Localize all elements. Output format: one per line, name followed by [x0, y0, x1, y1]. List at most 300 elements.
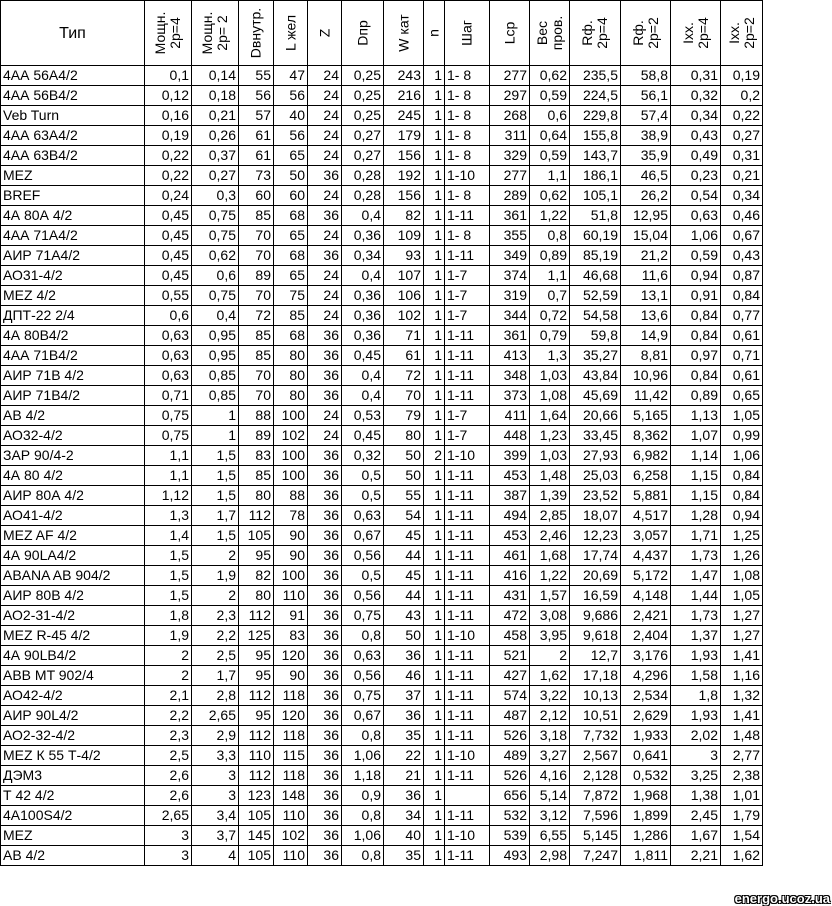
cell-parallel: 1 — [424, 546, 445, 566]
header-wire-diameter — [342, 1, 384, 66]
cell-no-load-current-2p4: 1,14 — [671, 446, 721, 466]
cell-type: 4А 80А 4/2 — [1, 206, 145, 226]
cell-power-2p4: 2,6 — [145, 786, 192, 806]
cell-resistance-2p4: 45,69 — [570, 386, 621, 406]
cell-no-load-current-2p4: 0,89 — [671, 386, 721, 406]
table-row — [1, 406, 763, 426]
cell-no-load-current-2p2: 1,79 — [721, 806, 763, 826]
cell-power-2p4: 0,19 — [145, 126, 192, 146]
cell-resistance-2p4: 224,5 — [570, 86, 621, 106]
cell-mean-length: 361 — [490, 326, 530, 346]
cell-resistance-2p2: 57,4 — [621, 106, 671, 126]
cell-power-2p2: 3,7 — [192, 826, 239, 846]
cell-parallel: 1 — [424, 386, 445, 406]
cell-wire-weight: 2,98 — [530, 846, 570, 866]
cell-power-2p2: 0,75 — [192, 286, 239, 306]
cell-wire-diameter: 0,4 — [342, 366, 384, 386]
cell-slots: 36 — [308, 326, 342, 346]
cell-parallel: 1 — [424, 746, 445, 766]
cell-inner-diameter: 57 — [239, 106, 274, 126]
cell-type: АВ 4/2 — [1, 846, 145, 866]
cell-core-length: 60 — [274, 186, 308, 206]
cell-mean-length: 277 — [490, 66, 530, 86]
cell-slots: 36 — [308, 786, 342, 806]
cell-no-load-current-2p2: 1,05 — [721, 406, 763, 426]
cell-resistance-2p4: 18,07 — [570, 506, 621, 526]
cell-type: MEZ AF 4/2 — [1, 526, 145, 546]
cell-power-2p2: 1,5 — [192, 446, 239, 466]
cell-resistance-2p4: 229,8 — [570, 106, 621, 126]
header-label: n — [425, 29, 442, 37]
cell-no-load-current-2p4: 1,93 — [671, 706, 721, 726]
cell-resistance-2p4: 7,247 — [570, 846, 621, 866]
cell-no-load-current-2p2: 2,38 — [721, 766, 763, 786]
cell-resistance-2p2: 11,42 — [621, 386, 671, 406]
cell-power-2p2: 2 — [192, 586, 239, 606]
table-row — [1, 466, 763, 486]
cell-inner-diameter: 125 — [239, 626, 274, 646]
cell-mean-length: 289 — [490, 186, 530, 206]
cell-pitch: 1-7 — [445, 286, 490, 306]
cell-no-load-current-2p4: 0,32 — [671, 86, 721, 106]
cell-power-2p2: 2,5 — [192, 646, 239, 666]
cell-slots: 36 — [308, 846, 342, 866]
cell-resistance-2p2: 14,9 — [621, 326, 671, 346]
cell-inner-diameter: 112 — [239, 766, 274, 786]
cell-turns: 70 — [384, 386, 424, 406]
cell-turns: 156 — [384, 146, 424, 166]
cell-no-load-current-2p2: 2,77 — [721, 746, 763, 766]
cell-resistance-2p4: 20,69 — [570, 566, 621, 586]
header-power-2p2 — [192, 1, 239, 66]
cell-turns: 22 — [384, 746, 424, 766]
cell-type: MEZ К 55 Т-4/2 — [1, 746, 145, 766]
table-row — [1, 706, 763, 726]
cell-resistance-2p4: 7,596 — [570, 806, 621, 826]
cell-resistance-2p4: 2,128 — [570, 766, 621, 786]
table-row — [1, 546, 763, 566]
cell-power-2p4: 1,9 — [145, 626, 192, 646]
cell-resistance-2p2: 2,404 — [621, 626, 671, 646]
cell-wire-diameter: 0,32 — [342, 446, 384, 466]
cell-inner-diameter: 110 — [239, 746, 274, 766]
cell-wire-diameter: 0,56 — [342, 666, 384, 686]
cell-resistance-2p2: 3,057 — [621, 526, 671, 546]
cell-power-2p4: 2 — [145, 666, 192, 686]
table-row — [1, 146, 763, 166]
cell-resistance-2p2: 58,8 — [621, 66, 671, 86]
cell-power-2p2: 3 — [192, 766, 239, 786]
cell-wire-weight: 3,27 — [530, 746, 570, 766]
cell-no-load-current-2p2: 0,46 — [721, 206, 763, 226]
cell-power-2p4: 0,6 — [145, 306, 192, 326]
cell-parallel: 1 — [424, 266, 445, 286]
cell-wire-diameter: 0,4 — [342, 386, 384, 406]
cell-power-2p2: 0,14 — [192, 66, 239, 86]
cell-slots: 36 — [308, 346, 342, 366]
cell-slots: 24 — [308, 286, 342, 306]
table-row — [1, 566, 763, 586]
cell-turns: 179 — [384, 126, 424, 146]
header-wire-weight — [530, 1, 570, 66]
header-label: Rф. 2р=2 — [629, 17, 661, 49]
cell-mean-length: 411 — [490, 406, 530, 426]
cell-no-load-current-2p2: 0,61 — [721, 326, 763, 346]
cell-no-load-current-2p2: 0,71 — [721, 346, 763, 366]
cell-mean-length: 574 — [490, 686, 530, 706]
cell-inner-diameter: 105 — [239, 806, 274, 826]
header-power-2p4 — [145, 1, 192, 66]
cell-resistance-2p2: 6,258 — [621, 466, 671, 486]
cell-no-load-current-2p2: 0,22 — [721, 106, 763, 126]
cell-turns: 79 — [384, 406, 424, 426]
cell-pitch: 1-7 — [445, 306, 490, 326]
cell-no-load-current-2p2: 1,62 — [721, 846, 763, 866]
table-row — [1, 86, 763, 106]
cell-wire-weight: 5,14 — [530, 786, 570, 806]
cell-parallel: 1 — [424, 846, 445, 866]
cell-no-load-current-2p2: 0,84 — [721, 486, 763, 506]
cell-resistance-2p4: 20,66 — [570, 406, 621, 426]
cell-mean-length: 521 — [490, 646, 530, 666]
cell-resistance-2p2: 1,811 — [621, 846, 671, 866]
cell-wire-diameter: 0,53 — [342, 406, 384, 426]
cell-no-load-current-2p2: 0,67 — [721, 226, 763, 246]
cell-resistance-2p2: 1,899 — [621, 806, 671, 826]
cell-resistance-2p2: 1,286 — [621, 826, 671, 846]
table-row — [1, 366, 763, 386]
cell-core-length: 65 — [274, 266, 308, 286]
cell-parallel: 1 — [424, 766, 445, 786]
table-row — [1, 306, 763, 326]
cell-resistance-2p4: 5,145 — [570, 826, 621, 846]
cell-turns: 43 — [384, 606, 424, 626]
cell-turns: 37 — [384, 686, 424, 706]
cell-resistance-2p2: 6,982 — [621, 446, 671, 466]
cell-parallel: 1 — [424, 226, 445, 246]
cell-wire-diameter: 1,06 — [342, 746, 384, 766]
cell-resistance-2p2: 1,933 — [621, 726, 671, 746]
cell-power-2p2: 1,5 — [192, 466, 239, 486]
cell-resistance-2p4: 43,84 — [570, 366, 621, 386]
cell-slots: 36 — [308, 806, 342, 826]
cell-turns: 102 — [384, 306, 424, 326]
cell-power-2p4: 2,5 — [145, 746, 192, 766]
cell-power-2p4: 1,5 — [145, 566, 192, 586]
cell-resistance-2p4: 52,59 — [570, 286, 621, 306]
cell-core-length: 100 — [274, 446, 308, 466]
cell-pitch: 1-11 — [445, 766, 490, 786]
cell-slots: 36 — [308, 166, 342, 186]
cell-power-2p4: 0,63 — [145, 366, 192, 386]
cell-wire-diameter: 0,28 — [342, 186, 384, 206]
cell-slots: 36 — [308, 486, 342, 506]
table-row — [1, 386, 763, 406]
cell-parallel: 1 — [424, 506, 445, 526]
cell-no-load-current-2p2: 1,27 — [721, 626, 763, 646]
cell-power-2p4: 0,22 — [145, 166, 192, 186]
table-row — [1, 506, 763, 526]
cell-mean-length: 526 — [490, 726, 530, 746]
cell-mean-length: 461 — [490, 546, 530, 566]
cell-no-load-current-2p2: 0,84 — [721, 466, 763, 486]
cell-wire-weight: 0,62 — [530, 186, 570, 206]
cell-wire-diameter: 0,28 — [342, 166, 384, 186]
cell-resistance-2p2: 5,172 — [621, 566, 671, 586]
cell-inner-diameter: 80 — [239, 586, 274, 606]
cell-resistance-2p4: 105,1 — [570, 186, 621, 206]
cell-power-2p4: 3 — [145, 846, 192, 866]
cell-core-length: 68 — [274, 326, 308, 346]
cell-inner-diameter: 70 — [239, 366, 274, 386]
cell-core-length: 68 — [274, 246, 308, 266]
cell-type: MEZ — [1, 826, 145, 846]
cell-wire-weight: 1,64 — [530, 406, 570, 426]
cell-wire-weight: 1,68 — [530, 546, 570, 566]
cell-power-2p4: 2,2 — [145, 706, 192, 726]
cell-inner-diameter: 112 — [239, 506, 274, 526]
cell-no-load-current-2p4: 1,15 — [671, 466, 721, 486]
table-row — [1, 826, 763, 846]
header-parallel — [424, 1, 445, 66]
header-no-load-current-2p4 — [671, 1, 721, 66]
header-label: Ixx. 2р=4 — [679, 17, 711, 49]
cell-parallel: 1 — [424, 306, 445, 326]
cell-power-2p4: 2 — [145, 646, 192, 666]
cell-no-load-current-2p4: 0,84 — [671, 326, 721, 346]
cell-power-2p4: 0,63 — [145, 326, 192, 346]
cell-pitch: 1-10 — [445, 626, 490, 646]
cell-power-2p4: 0,45 — [145, 266, 192, 286]
cell-power-2p2: 0,27 — [192, 166, 239, 186]
cell-mean-length: 413 — [490, 346, 530, 366]
table-body — [1, 66, 763, 866]
cell-no-load-current-2p4: 0,97 — [671, 346, 721, 366]
cell-wire-diameter: 0,36 — [342, 326, 384, 346]
cell-parallel: 1 — [424, 206, 445, 226]
cell-slots: 36 — [308, 646, 342, 666]
cell-slots: 24 — [308, 266, 342, 286]
cell-wire-weight: 1,03 — [530, 446, 570, 466]
cell-mean-length: 539 — [490, 826, 530, 846]
cell-no-load-current-2p4: 1,44 — [671, 586, 721, 606]
cell-inner-diameter: 85 — [239, 346, 274, 366]
cell-wire-diameter: 0,27 — [342, 146, 384, 166]
cell-wire-weight: 1,08 — [530, 386, 570, 406]
cell-slots: 36 — [308, 666, 342, 686]
cell-power-2p2: 0,6 — [192, 266, 239, 286]
cell-slots: 36 — [308, 726, 342, 746]
cell-no-load-current-2p2: 0,94 — [721, 506, 763, 526]
cell-power-2p4: 2,6 — [145, 766, 192, 786]
cell-no-load-current-2p4: 1,13 — [671, 406, 721, 426]
table-row — [1, 626, 763, 646]
cell-turns: 54 — [384, 506, 424, 526]
cell-inner-diameter: 83 — [239, 446, 274, 466]
header-pitch — [445, 1, 490, 66]
cell-type: ABANA AB 904/2 — [1, 566, 145, 586]
cell-inner-diameter: 80 — [239, 486, 274, 506]
cell-inner-diameter: 70 — [239, 246, 274, 266]
cell-inner-diameter: 60 — [239, 186, 274, 206]
cell-wire-weight: 1,1 — [530, 166, 570, 186]
cell-pitch: 1- 8 — [445, 186, 490, 206]
cell-parallel: 1 — [424, 126, 445, 146]
cell-slots: 24 — [308, 186, 342, 206]
cell-no-load-current-2p2: 0,65 — [721, 386, 763, 406]
header-label: Dпр — [354, 20, 370, 46]
cell-mean-length: 472 — [490, 606, 530, 626]
cell-power-2p4: 0,16 — [145, 106, 192, 126]
cell-type: АО32-4/2 — [1, 426, 145, 446]
cell-wire-diameter: 0,36 — [342, 226, 384, 246]
cell-turns: 45 — [384, 566, 424, 586]
cell-mean-length: 453 — [490, 526, 530, 546]
cell-power-2p2: 3 — [192, 786, 239, 806]
cell-resistance-2p2: 15,04 — [621, 226, 671, 246]
cell-power-2p2: 0,85 — [192, 386, 239, 406]
cell-wire-weight: 1,39 — [530, 486, 570, 506]
cell-mean-length: 387 — [490, 486, 530, 506]
cell-resistance-2p2: 46,5 — [621, 166, 671, 186]
cell-inner-diameter: 85 — [239, 326, 274, 346]
cell-slots: 24 — [308, 86, 342, 106]
cell-turns: 35 — [384, 726, 424, 746]
cell-wire-diameter: 0,56 — [342, 546, 384, 566]
cell-type: 4АА 56В4/2 — [1, 86, 145, 106]
cell-type: АИР 80В 4/2 — [1, 586, 145, 606]
cell-resistance-2p2: 11,6 — [621, 266, 671, 286]
cell-power-2p4: 0,22 — [145, 146, 192, 166]
cell-slots: 36 — [308, 746, 342, 766]
cell-no-load-current-2p2: 1,48 — [721, 726, 763, 746]
cell-pitch: 1- 8 — [445, 146, 490, 166]
cell-core-length: 110 — [274, 846, 308, 866]
cell-slots: 24 — [308, 406, 342, 426]
cell-type: АИР 71В4/2 — [1, 386, 145, 406]
cell-turns: 44 — [384, 586, 424, 606]
cell-power-2p2: 0,26 — [192, 126, 239, 146]
cell-turns: 109 — [384, 226, 424, 246]
cell-parallel: 1 — [424, 666, 445, 686]
table-row — [1, 246, 763, 266]
cell-no-load-current-2p2: 0,2 — [721, 86, 763, 106]
cell-wire-weight: 2,12 — [530, 706, 570, 726]
cell-parallel: 1 — [424, 286, 445, 306]
cell-wire-diameter: 0,75 — [342, 606, 384, 626]
cell-core-length: 118 — [274, 686, 308, 706]
cell-power-2p4: 1,4 — [145, 526, 192, 546]
cell-core-length: 90 — [274, 546, 308, 566]
cell-no-load-current-2p2: 0,19 — [721, 66, 763, 86]
table-row — [1, 586, 763, 606]
cell-core-length: 100 — [274, 406, 308, 426]
cell-no-load-current-2p4: 1,71 — [671, 526, 721, 546]
cell-type: MEZ — [1, 166, 145, 186]
cell-wire-weight: 3,18 — [530, 726, 570, 746]
cell-wire-diameter: 0,8 — [342, 846, 384, 866]
cell-parallel: 1 — [424, 186, 445, 206]
cell-inner-diameter: 85 — [239, 206, 274, 226]
cell-no-load-current-2p4: 1,07 — [671, 426, 721, 446]
table-row — [1, 606, 763, 626]
cell-wire-weight: 0,72 — [530, 306, 570, 326]
cell-pitch: 1-11 — [445, 706, 490, 726]
cell-pitch: 1-11 — [445, 486, 490, 506]
cell-resistance-2p4: 10,51 — [570, 706, 621, 726]
cell-power-2p4: 2,1 — [145, 686, 192, 706]
cell-power-2p4: 0,45 — [145, 226, 192, 246]
cell-type: 4АА 63А4/2 — [1, 126, 145, 146]
table-row — [1, 206, 763, 226]
cell-no-load-current-2p4: 0,43 — [671, 126, 721, 146]
table-row — [1, 346, 763, 366]
cell-power-2p4: 0,12 — [145, 86, 192, 106]
cell-no-load-current-2p4: 2,21 — [671, 846, 721, 866]
table-row — [1, 486, 763, 506]
cell-wire-diameter: 0,63 — [342, 646, 384, 666]
cell-wire-weight: 1,48 — [530, 466, 570, 486]
cell-no-load-current-2p4: 1,67 — [671, 826, 721, 846]
cell-parallel: 1 — [424, 166, 445, 186]
cell-wire-diameter: 0,8 — [342, 726, 384, 746]
cell-mean-length: 427 — [490, 666, 530, 686]
cell-no-load-current-2p4: 0,34 — [671, 106, 721, 126]
cell-core-length: 56 — [274, 126, 308, 146]
cell-slots: 24 — [308, 226, 342, 246]
cell-parallel: 1 — [424, 646, 445, 666]
cell-mean-length: 355 — [490, 226, 530, 246]
header-label: Шаг — [458, 20, 475, 46]
cell-power-2p2: 1,9 — [192, 566, 239, 586]
cell-mean-length: 526 — [490, 766, 530, 786]
cell-core-length: 65 — [274, 146, 308, 166]
cell-core-length: 88 — [274, 486, 308, 506]
cell-power-2p2: 1 — [192, 426, 239, 446]
cell-power-2p4: 1,3 — [145, 506, 192, 526]
cell-turns: 50 — [384, 446, 424, 466]
table-row — [1, 766, 763, 786]
cell-inner-diameter: 55 — [239, 66, 274, 86]
cell-wire-weight: 1,23 — [530, 426, 570, 446]
cell-no-load-current-2p4: 0,49 — [671, 146, 721, 166]
table-row — [1, 726, 763, 746]
cell-pitch: 1- 8 — [445, 66, 490, 86]
cell-mean-length: 344 — [490, 306, 530, 326]
table-row — [1, 166, 763, 186]
table-row — [1, 746, 763, 766]
cell-resistance-2p4: 9,686 — [570, 606, 621, 626]
cell-no-load-current-2p2: 0,27 — [721, 126, 763, 146]
cell-no-load-current-2p4: 1,58 — [671, 666, 721, 686]
cell-turns: 21 — [384, 766, 424, 786]
cell-wire-diameter: 0,9 — [342, 786, 384, 806]
cell-no-load-current-2p2: 1,05 — [721, 586, 763, 606]
cell-resistance-2p4: 33,45 — [570, 426, 621, 446]
cell-resistance-2p4: 186,1 — [570, 166, 621, 186]
table-row — [1, 266, 763, 286]
cell-no-load-current-2p2: 0,77 — [721, 306, 763, 326]
cell-slots: 36 — [308, 706, 342, 726]
cell-wire-diameter: 0,45 — [342, 346, 384, 366]
cell-turns: 61 — [384, 346, 424, 366]
cell-inner-diameter: 95 — [239, 646, 274, 666]
cell-no-load-current-2p2: 0,43 — [721, 246, 763, 266]
cell-resistance-2p4: 155,8 — [570, 126, 621, 146]
cell-resistance-2p2: 0,532 — [621, 766, 671, 786]
table-row — [1, 226, 763, 246]
cell-no-load-current-2p4: 0,54 — [671, 186, 721, 206]
